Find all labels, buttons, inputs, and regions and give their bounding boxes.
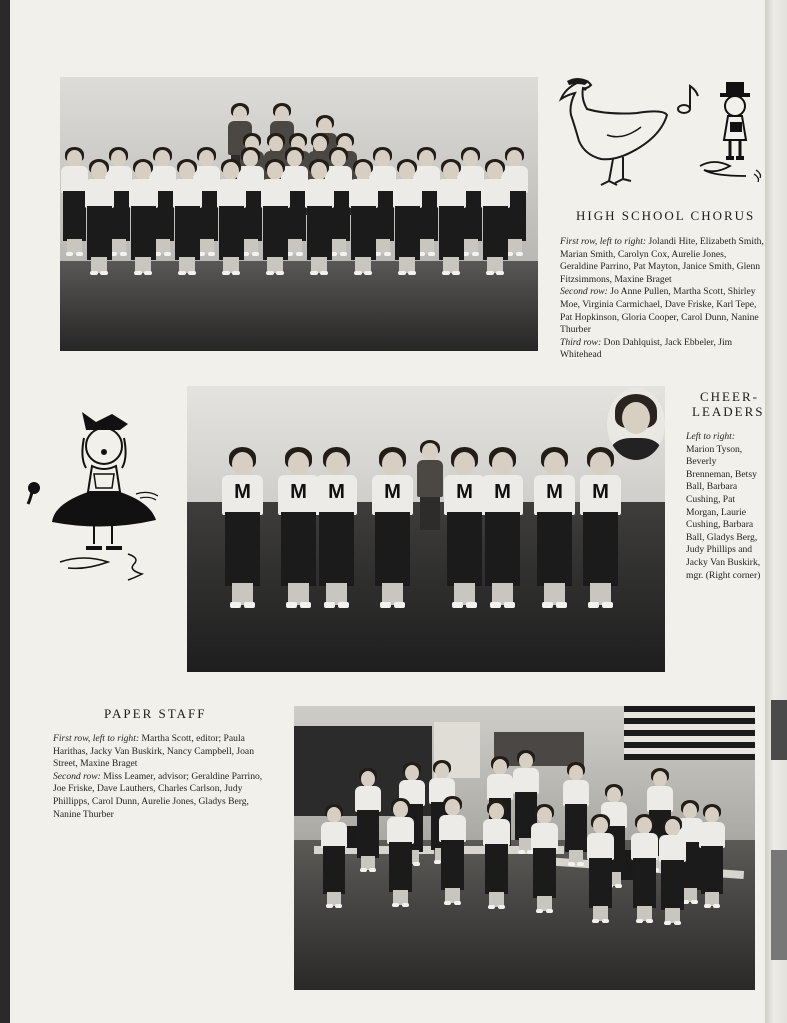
chorus-row-1-label: First row, left to right: bbox=[560, 236, 647, 247]
paper-staff-title: PAPER STAFF bbox=[104, 706, 207, 721]
cheerleaders-label: Left to right: bbox=[686, 431, 736, 442]
sweater-letter: M bbox=[456, 481, 473, 503]
sweater-letter: M bbox=[328, 481, 345, 503]
chorus-row-1-names: Jolandi Hite, Elizabeth Smith, Marian Smith, Carolyn Cox, Aurelie Jones, Geraldine Parrino, Pat Mayton, Janice Smith, Glenn Fitzsimmons, Maxine Braget bbox=[560, 236, 764, 285]
cheerleaders-title-line2: LEADERS bbox=[692, 404, 765, 419]
next-page-photo-sliver bbox=[771, 700, 787, 760]
manager-portrait bbox=[607, 388, 665, 460]
chorus-photo bbox=[60, 77, 538, 351]
cheerleaders-title bbox=[692, 389, 765, 419]
paper-staff-photo bbox=[294, 706, 755, 990]
paper-row-2-names: Miss Leamer, advisor; Geraldine Parrino, Joe Friske, Dave Lauthers, Charles Carlson, Judy Phillipps, Carol Dunn, Aurelie Jones, Gladys Berg, Nanine Thurber bbox=[53, 770, 263, 820]
cheerleaders-names: Marion Tyson, Beverly Brenneman, Betsy Ball, Barbara Cushing, Pat Morgan, Laurie Cushing, Barbara Ball, Gladys Berg, Judy Phillips and Jacky Van Buskirk, mgr. (Right corner) bbox=[686, 443, 761, 581]
singer-doodle-icon bbox=[690, 78, 766, 186]
chorus-row-2-names: Jo Anne Pullen, Martha Scott, Shirley Moe, Virginia Carmichael, Dave Friske, Karl Tepe, Pat Hopkinson, Gloria Cooper, Carol Dunn, Nanine Thurber bbox=[560, 286, 759, 336]
cheerleader-girl-doodle-icon bbox=[24, 408, 164, 584]
chorus-caption bbox=[560, 236, 765, 362]
paper-row-2-label: Second row: bbox=[53, 770, 101, 782]
cheerleaders-title-line1: CHEER- bbox=[700, 389, 759, 404]
cheerleaders-caption bbox=[686, 431, 764, 582]
sweater-letter: M bbox=[384, 481, 401, 503]
chorus-row-3 bbox=[560, 337, 765, 362]
chorus-row-1 bbox=[560, 236, 765, 286]
paper-row-2 bbox=[53, 771, 269, 821]
paper-row-1 bbox=[53, 733, 269, 771]
next-page-photo-sliver bbox=[771, 850, 787, 960]
goose-doodle-icon bbox=[557, 75, 677, 190]
flag bbox=[624, 706, 755, 760]
chorus-title: HIGH SCHOOL CHORUS bbox=[576, 208, 756, 223]
chorus-row-2 bbox=[560, 286, 765, 336]
chorus-row-3-names: Don Dahlquist, Jack Ebbeler, Jim Whitehead bbox=[560, 336, 733, 361]
sweater-letter: M bbox=[592, 481, 609, 503]
cheerleaders-photo bbox=[187, 386, 665, 672]
paper-row-1-names: Martha Scott, editor; Paula Harithas, Jacky Van Buskirk, Nancy Campbell, Joan Street, Maxine Braget bbox=[53, 733, 254, 770]
chorus-row-2-label: Second row: bbox=[560, 286, 608, 298]
sweater-letter: M bbox=[494, 481, 511, 503]
paper-staff-caption bbox=[53, 733, 269, 821]
sweater-letter: M bbox=[234, 481, 251, 503]
paper-row-1-label: First row, left to right: bbox=[53, 733, 140, 744]
sweater-letter: M bbox=[290, 481, 307, 503]
chorus-row-3-label: Third row: bbox=[560, 336, 602, 348]
sweater-letter: M bbox=[546, 481, 563, 503]
